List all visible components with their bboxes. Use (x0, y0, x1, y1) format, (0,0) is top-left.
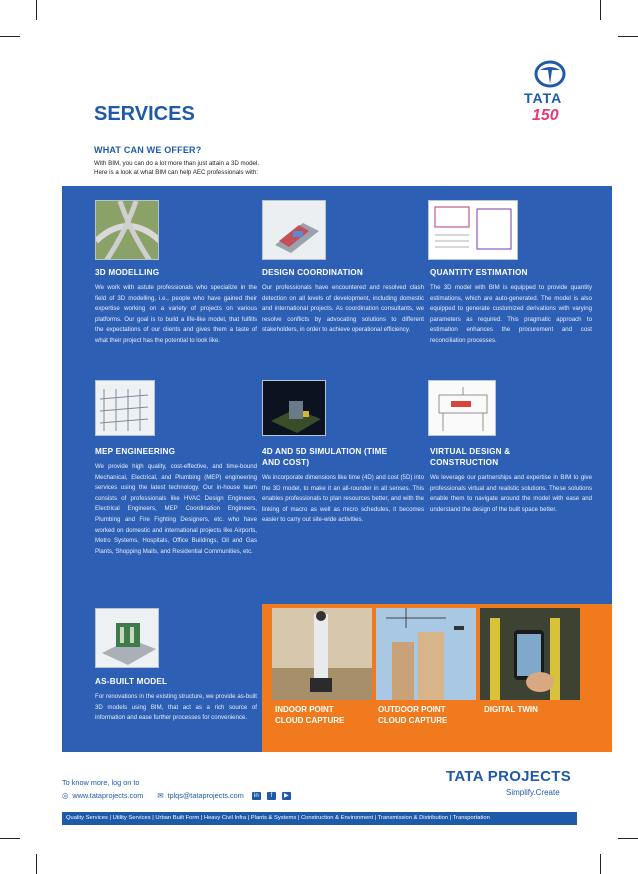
youtube-icon[interactable]: ▶ (282, 792, 291, 800)
card-title: MEP ENGINEERING (95, 447, 176, 456)
card-design-coordination (262, 267, 424, 336)
virtual-design-image (428, 380, 496, 436)
card-virtual-design (430, 446, 592, 515)
indoor-capture-label: INDOOR POINT CLOUD CAPTURE (275, 705, 345, 725)
card-body: We provide high quality, cost-effective, and time-bound Mechanical, Electrical, and Plumbing (MEP) engineering services using the latest technology. Our in-house team consists of professionals like HVAC Design Engineers, Electrical Engineers, MEP Coordination Engineers, Plumbing and Fire Fighting Designers, etc. who have worked on domestic and international projects like Airports, Metro Systems, Hospitals, Office Buildings, Oil and Gas Plants, Shopping Malls, and Residential Communities, etc. (95, 463, 257, 555)
intro-text (94, 160, 334, 177)
outdoor-capture-photo (376, 608, 476, 700)
facebook-icon[interactable]: f (267, 792, 276, 800)
crop-mark (618, 838, 638, 839)
linkedin-icon[interactable]: in (252, 792, 261, 800)
indoor-capture-photo (272, 608, 372, 700)
crop-mark (0, 36, 20, 37)
outdoor-capture-label: OUTDOOR POINT CLOUD CAPTURE (378, 705, 448, 725)
crop-mark (36, 0, 37, 20)
design-coordination-image (262, 200, 326, 260)
services-strip: Quality Services | Utility Services | Urban Built Form | Heavy Civil Infra | Plants & Systems | Construction & Environment | Transmission & Distribution | Transportation (62, 812, 577, 825)
card-title: 3D MODELLING (95, 268, 160, 277)
website-link[interactable]: www.tataprojects.com (72, 791, 144, 800)
know-more-text: To know more, log on to (62, 778, 140, 787)
section-subtitle: WHAT CAN WE OFFER? (94, 145, 202, 155)
tata-emblem-icon (534, 60, 566, 88)
globe-icon: ◎ (62, 791, 69, 800)
contact-block (62, 776, 295, 802)
card-3d-modelling (95, 267, 257, 347)
card-title: QUANTITY ESTIMATION (430, 268, 528, 277)
card-body: The 3D model with BIM is equipped to provide quantity estimations, which are auto-generated. The model is also equipped to generate customized derivations with varying parameters as required. This pragmatic approach to estimation enhances the procurement and cost reconciliation processes. (430, 284, 592, 344)
intro-line: With BIM, you can do a lot more than just attain a 3D model. (94, 160, 260, 167)
crop-mark (600, 0, 601, 20)
page-title: SERVICES (94, 103, 195, 125)
quantity-estimation-image (428, 200, 518, 260)
logo-anniversary: 150 (532, 107, 559, 124)
card-quantity-estimation (430, 267, 592, 347)
mail-icon: ✉ (157, 791, 164, 800)
card-body: We incorporate dimensions like time (4D) and cost (5D) into the 3D model, to make it an all-rounder in all senses. This enables professionals to plan resources better, and with the linking of macro as well as micro schedules, it becomes easier to carry out site-wide activities. (262, 474, 424, 524)
simulation-image (262, 380, 326, 436)
crop-mark (36, 854, 37, 874)
logo-word: TATA (524, 90, 563, 106)
mep-engineering-image (95, 380, 155, 436)
card-title: DESIGN COORDINATION (262, 268, 363, 277)
brand-tagline: Simplify.Create (506, 788, 560, 797)
card-body: For renovations in the existing structure, we provide as-built 3D models using BIM, that act as a rich source of information and ease further processes for convenience. (95, 693, 257, 722)
brand-name: TATA PROJECTS (446, 768, 572, 785)
digital-twin-photo (480, 608, 580, 700)
card-mep-engineering (95, 446, 257, 557)
crop-mark (600, 854, 601, 874)
card-body: We leverage our partnerships and expertise in BIM to give professionals virtual and realistic solutions. These solutions enable them to navigate around the model with ease and understand the design of the built space better. (430, 474, 592, 513)
card-body: We work with astute professionals who specialize in the field of 3D modelling, i.e., people who have gained their expertise working on a variety of projects on various platforms. Our goal is to build a life-like model, that fulfills the expectations of our clients and gives them a taste of what their project has the potential to look like. (95, 284, 257, 344)
crop-mark (0, 838, 20, 839)
intro-line: Here is a look at what BIM can help AEC professionals with: (94, 168, 259, 176)
card-simulation (262, 446, 424, 526)
card-as-built (95, 676, 257, 724)
card-title: AS-BUILT MODEL (95, 677, 168, 686)
as-built-image (95, 608, 159, 668)
crop-mark (618, 36, 638, 37)
card-title: 4D AND 5D SIMULATION (TIME AND COST) (262, 447, 388, 467)
card-body: Our professionals have encountered and resolved clash detection on all levels of development, including domestic and international projects. As coordination consultants, we resolve conflicts by advocating solutions to different stakeholders, in order to achieve operational efficiency. (262, 284, 424, 334)
digital-twin-label: DIGITAL TWIN (484, 705, 538, 714)
tata-150-logo (520, 60, 580, 130)
card-title: VIRTUAL DESIGN & CONSTRUCTION (430, 447, 511, 467)
email-link[interactable]: tplqs@tataprojects.com (167, 791, 244, 800)
3d-modelling-image (95, 200, 159, 260)
